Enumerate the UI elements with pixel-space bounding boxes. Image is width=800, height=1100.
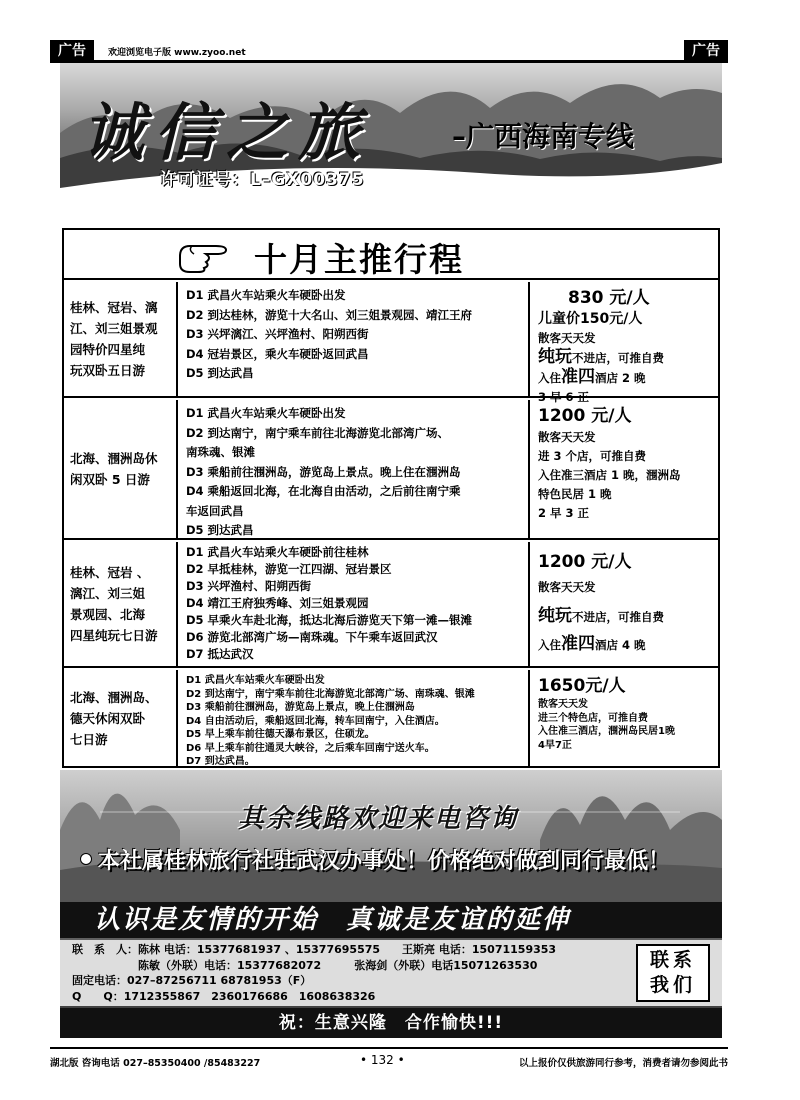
tour-name-cell: 北海、涠洲岛休 闲双卧 5 日游	[64, 400, 178, 538]
blessing-bar: 祝：生意兴隆 合作愉快!!!	[60, 1008, 722, 1038]
bottom-banner	[60, 770, 722, 1038]
day-line: D5 早乘火车赴北海，抵达北海后游览天下第一滩—银滩	[186, 613, 473, 627]
price-line: 入住准四酒店 2 晚	[538, 367, 646, 387]
contact-panel	[60, 940, 722, 1006]
section-title: 十月主推行程	[254, 240, 464, 279]
day-line: D7 抵达武汉	[186, 647, 254, 661]
day-line: D5 到达武昌	[186, 366, 254, 380]
day-line: D5 早上乘车前往德天瀑布景区，住硕龙。	[186, 729, 375, 740]
title-banner	[60, 63, 722, 198]
slogan-bar: 认识是友情的开始 真诚是友谊的延伸	[60, 902, 722, 938]
tour-row-1	[64, 282, 718, 404]
price-line: 进 3 个店，可推自费	[538, 449, 647, 463]
day-line: D3 乘船前往涠洲岛，游览岛上景点，晚上住涠洲岛	[186, 702, 415, 713]
day-line: D3 乘船前往涠洲岛，游览岛上景点。晚上住在涠洲岛	[186, 464, 461, 479]
day-line: D2 到达南宁，南宁乘车前往北海游览北部湾广场、	[186, 425, 450, 440]
day-line: D7 到达武昌。	[186, 756, 255, 767]
tour-price-cell	[532, 542, 718, 666]
day-line: D4 自由活动后，乘船返回北海，转车回南宁，入住酒店。	[186, 715, 445, 727]
page-number: • 132 •	[360, 1053, 405, 1067]
table-header	[64, 230, 718, 280]
day-line: D1 武昌火车站乘火车硬卧出发	[186, 406, 346, 420]
day-line: D1 武昌火车站乘火车硬卧出发	[186, 288, 346, 302]
price-line: 进三个特色店，可推自费	[538, 712, 648, 724]
pointing-hand-icon	[176, 236, 232, 274]
office-statement: 本社属桂林旅行社驻武汉办事处！价格绝对做到同行最低！	[80, 844, 670, 875]
price-line: 散客天天发	[538, 699, 588, 710]
tour-name-cell: 桂林、冠岩 、 漓江、刘三姐 景观园、北海 四星纯玩七日游	[64, 542, 178, 666]
price-line: 3 早 6 正	[538, 390, 590, 404]
tour-price: 1650元/人	[538, 676, 626, 696]
contact-line[interactable]: 固定电话：027–87256711 68781953（F）	[72, 974, 312, 987]
day-line: D4 乘船返回北海，在北海自由活动，之后前往南宁乘	[186, 484, 461, 498]
contact-us-box: 联系 我们	[636, 944, 710, 1002]
license-number: 许可证号：L–GX00375	[160, 170, 365, 190]
day-line: D2 早抵桂林，游览一江四湖、冠岩景区	[186, 562, 392, 576]
tour-price-cell	[532, 282, 718, 404]
tour-row-3	[64, 542, 718, 668]
price-line: 纯玩不进店，可推自费	[538, 606, 664, 626]
price-line: 散客天天发	[538, 430, 596, 444]
banner-subtitle: –广西海南专线	[452, 120, 635, 153]
tour-days-cell	[178, 670, 530, 766]
day-line: D2 到达桂林，游览十大名山、刘三姐景观园、靖江王府	[186, 307, 473, 322]
tour-days-cell	[178, 542, 530, 666]
price-line: 4早7正	[538, 739, 572, 751]
tour-price: 830 元/人	[568, 288, 650, 308]
price-line: 2 早 3 正	[538, 506, 590, 520]
tour-price: 1200 元/人	[538, 552, 632, 572]
inquiry-text: 其余线路欢迎来电咨询	[238, 804, 519, 834]
price-line: 散客天天发	[538, 580, 596, 594]
price-line: 纯玩不进店，可推自费	[538, 347, 664, 367]
day-line: D6 早上乘车前往通灵大峡谷，之后乘车回南宁送火车。	[186, 742, 435, 754]
price-line: 入住准三酒店 1 晚，涠洲岛	[538, 468, 681, 482]
footer-hotline: 湖北版 咨询电话 027–85350400 /85483227	[50, 1058, 261, 1069]
day-line: D5 到达武昌	[186, 523, 254, 537]
day-line: D4 靖江王府独秀峰、刘三姐景观园	[186, 596, 369, 610]
price-line: 特色民居 1 晚	[538, 487, 612, 501]
day-line: D2 到达南宁，南宁乘车前往北海游览北部湾广场、南珠魂、银滩	[186, 688, 475, 700]
tour-price-cell	[532, 670, 718, 766]
ad-label-left: 广告	[50, 40, 94, 62]
tour-row-2	[64, 400, 718, 540]
bullet-icon	[80, 853, 92, 865]
tour-name-cell: 桂林、冠岩、漓 江、刘三姐景观 园特价四星纯 玩双卧五日游	[64, 282, 178, 396]
tour-name-cell: 北海、涠洲岛、 德天休闲双卧 七日游	[64, 670, 178, 766]
tour-row-4	[64, 670, 718, 766]
ad-label-right: 广告	[684, 40, 728, 62]
day-line: D1 武昌火车站乘火车硬卧前往桂林	[186, 545, 369, 559]
tour-days-cell	[178, 400, 530, 538]
day-line: D1 武昌火车站乘火车硬卧出发	[186, 675, 325, 686]
price-line: 散客天天发	[538, 331, 596, 345]
day-line: 车返回武昌	[186, 503, 244, 518]
site-url[interactable]: 欢迎浏览电子版 www.zyoo.net	[108, 48, 246, 58]
day-line: D4 冠岩景区，乘火车硬卧返回武昌	[186, 346, 369, 361]
tour-price: 1200 元/人	[538, 406, 632, 426]
footer-divider	[50, 1047, 728, 1049]
contact-line[interactable]: Q Q：1712355867 2360176686 1608638326	[72, 989, 376, 1003]
tour-price-cell	[532, 400, 718, 538]
child-price: 儿童价150元/人	[538, 311, 643, 327]
tour-days-cell	[178, 282, 530, 396]
price-line: 入住准三酒店，涠洲岛民居1晚	[538, 726, 675, 737]
day-line: 南珠魂、银滩	[186, 445, 255, 459]
day-line: D3 兴坪漓江、兴坪渔村、阳朔西街	[186, 327, 369, 341]
day-line: D3 兴坪渔村、阳朔西街	[186, 579, 312, 593]
footer-disclaimer: 以上报价仅供旅游同行参考，消费者请勿参阅此书	[518, 1058, 728, 1069]
day-line: D6 游览北部湾广场—南珠魂。下午乘车返回武汉	[186, 630, 438, 644]
contact-line[interactable]: 联 系 人：陈林 电话：15377681937 、15377695575 王斯亮 电话：15071159353	[72, 943, 557, 956]
banner-title: 诚信之旅	[82, 96, 371, 169]
itinerary-table	[62, 228, 720, 768]
price-line: 入住准四酒店 4 晚	[538, 634, 646, 654]
contact-line[interactable]: 陈敏（外联）电话：15377682072 张海剑（外联）电话15071263530	[72, 958, 538, 972]
